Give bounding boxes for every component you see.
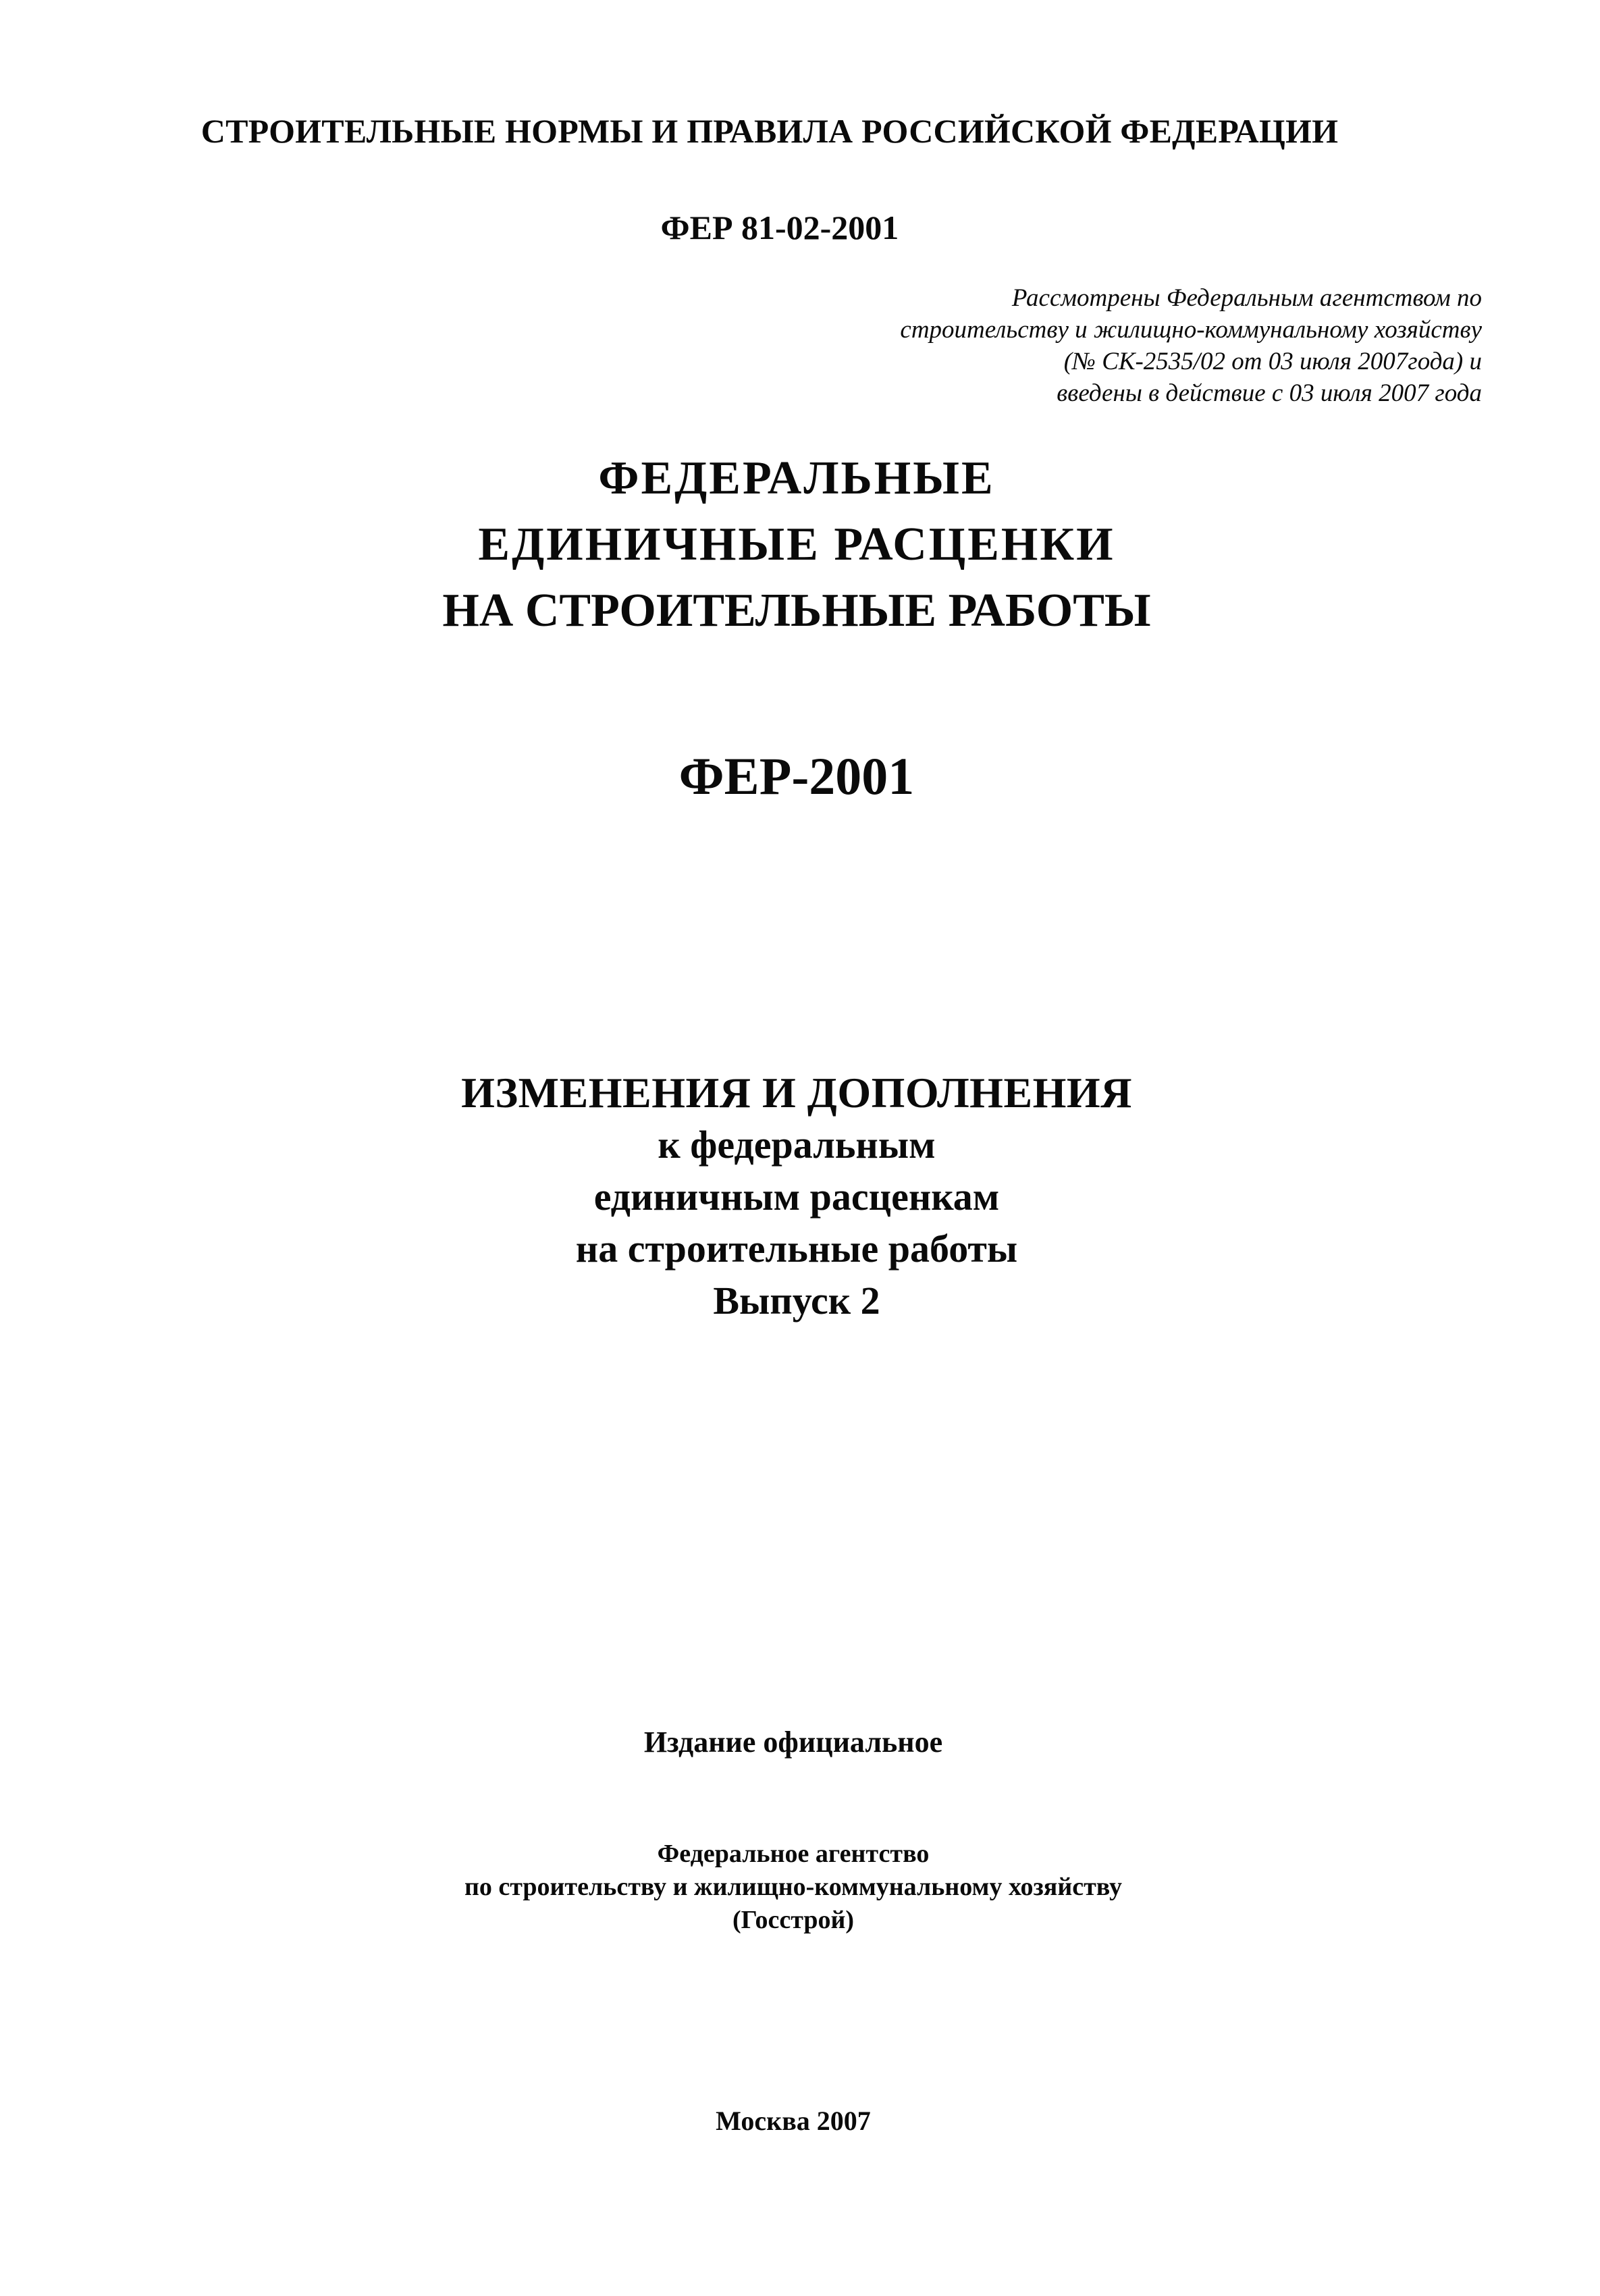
- approval-line: (№ СК-2535/02 от 03 июля 2007года) и: [1063, 348, 1482, 375]
- title-line: НА СТРОИТЕЛЬНЫЕ РАБОТЫ: [442, 585, 1151, 637]
- changes-block: [0, 1067, 1597, 1327]
- changes-line: единичным расценкам: [593, 1175, 1000, 1219]
- approval-line: строительству и жилищно-коммунальному хозяйству: [900, 316, 1482, 344]
- approval-line: Рассмотрены Федеральным агентством по: [1011, 284, 1482, 312]
- publisher-agency: [0, 1838, 1593, 1937]
- title-line: ФЕДЕРАЛЬНЫЕ: [598, 452, 995, 504]
- city-year: Москва 2007: [716, 2106, 871, 2136]
- agency-line: по строительству и жилищно-коммунальному хозяйству: [464, 1873, 1122, 1901]
- changes-heading: ИЗМЕНЕНИЯ И ДОПОЛНЕНИЯ: [461, 1069, 1132, 1117]
- edition-label: Издание официальное: [643, 1726, 943, 1759]
- document-code: ФЕР 81-02-2001: [660, 209, 899, 246]
- approval-line: введены в действие с 03 июля 2007 года: [1057, 379, 1482, 407]
- changes-line: к федеральным: [658, 1123, 936, 1167]
- issue-number: Выпуск 2: [713, 1279, 880, 1323]
- short-code: ФЕР-2001: [678, 747, 915, 805]
- agency-line: Федеральное агентство: [657, 1840, 930, 1868]
- document-header: СТРОИТЕЛЬНЫЕ НОРМЫ И ПРАВИЛА РОССИЙСКОЙ ФЕДЕРАЦИИ: [201, 112, 1339, 150]
- approval-note: [537, 282, 1482, 409]
- agency-line: (Госстрой): [732, 1906, 855, 1934]
- title-line: ЕДИНИЧНЫЕ РАСЦЕНКИ: [478, 518, 1115, 570]
- document-title: [0, 446, 1597, 644]
- changes-line: на строительные работы: [575, 1227, 1018, 1271]
